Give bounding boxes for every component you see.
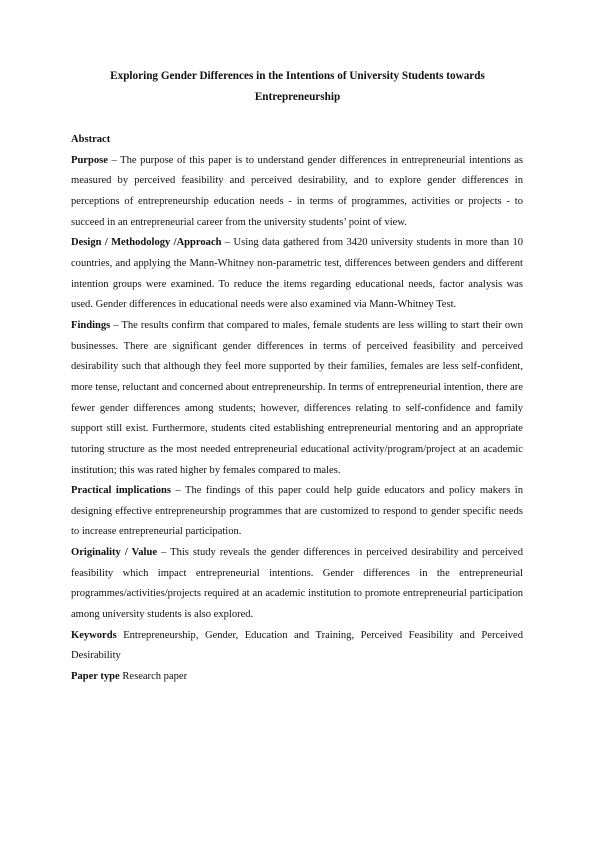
purpose-text: – The purpose of this paper is to understand gender differences in entrepreneurial intentions as measured by perceived feasibility and perceived desirability, and to explore gender differences in perceptions of entrepreneurship education needs - in terms of programmes, activities or projects - to succeed in an entrepreneurial career from the university students’ point of view. [71, 154, 523, 228]
abstract-purpose [71, 151, 523, 234]
purpose-label: Purpose [71, 154, 108, 166]
abstract-practical-implications [71, 481, 523, 543]
abstract-keywords [71, 626, 523, 667]
paper-type-text: Research paper [119, 671, 188, 683]
paper-type-label: Paper type [71, 671, 120, 683]
keywords-text: Entrepreneurship, Gender, Education and Training, Perceived Feasibility and Perceived Desirability [71, 629, 523, 662]
practical-implications-label: Practical implications [71, 485, 171, 497]
keywords-label: Keywords [71, 629, 117, 641]
abstract-findings [71, 316, 523, 481]
practical-implications-text: – The findings of this paper could help guide educators and policy makers in designing effective entrepreneurship programmes that are customized to respond to gender specific needs to increase entrepreneurial participation. [71, 485, 523, 538]
paper-title-line-1: Exploring Gender Differences in the Intentions of University Students towards [110, 70, 485, 82]
design-methodology-label: Design / Methodology /Approach [71, 237, 222, 249]
abstract-design-methodology [71, 233, 523, 316]
originality-value-text: – This study reveals the gender differences in perceived desirability and perceived feasibility which impact entrepreneurial intentions. Gender differences in the entrepreneurial programmes/activities/projects required at an academic institution to promote entrepreneurial participation among university students is also explored. [71, 547, 523, 621]
design-methodology-text: – Using data gathered from 3420 university students in more than 10 countries, and applying the Mann-Whitney non-parametric test, differences between genders and different intention groups were examined. To reduce the items regarding educational needs, factor analysis was used. Gender differences in educational needs were also examined via Mann-Whitney Test. [71, 237, 523, 311]
paper-title-line-2: Entrepreneurship [254, 91, 341, 103]
abstract-block [71, 130, 523, 688]
findings-text: – The results confirm that compared to males, female students are less willing to start their own businesses. There are significant gender differences in terms of perceived feasibility and perceived desirability such that although they feel more supported by their families, females are less self-confident, more tense, reluctant and concerned about entrepreneurship. In terms of entrepreneurial intention, there are fewer gender differences among students; however, differences relating to self-confidence and family support still exist. Furthermore, students cited establishing entrepreneurial mentoring and an appropriate tutoring structure as the most needed entrepreneurial educational activity/program/project at an academic institution; this was rated higher by females compared to males. [71, 319, 523, 476]
originality-value-label: Originality / Value [71, 547, 157, 559]
abstract-originality-value [71, 543, 523, 626]
abstract-heading: Abstract [71, 134, 111, 145]
findings-label: Findings [71, 319, 111, 331]
abstract-paper-type [71, 667, 523, 688]
